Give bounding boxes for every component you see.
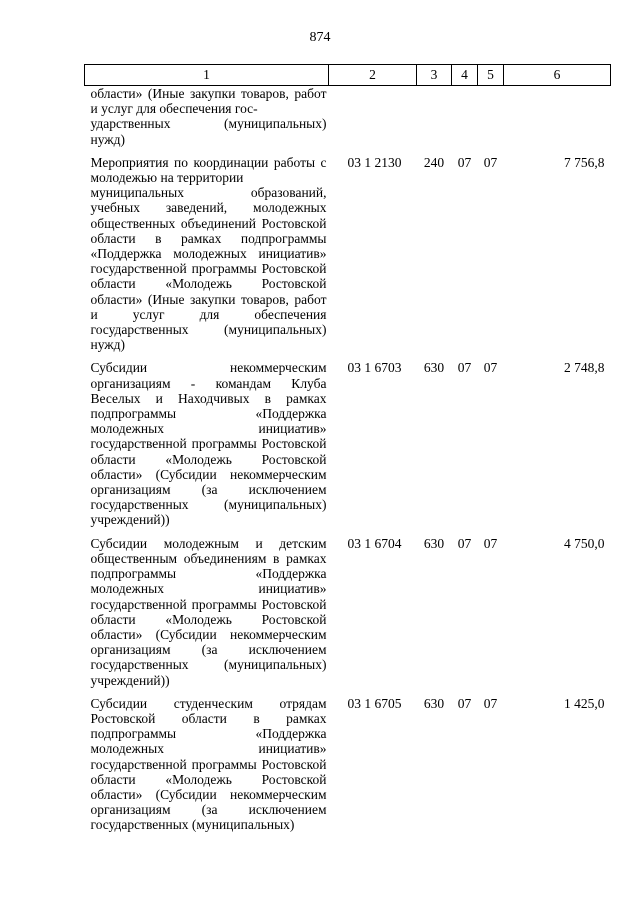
row-expense-type: 240 <box>423 154 445 170</box>
row-amount: 4 750,0 <box>564 535 605 551</box>
row-amount: 2 748,8 <box>564 360 605 376</box>
budget-table <box>84 64 611 833</box>
row-description: Мероприятия по координации работы с молодежью на территории муниципальных образований, учебных заведений, молодежных общественных объединений Ростовской области в рамках подпрограммы «Поддержка молодежных инициатив» государственной программы Ростовской области «Молодежь Ростовской области» (Иные закупки товаров, работ и услуг для обеспечения государственных (муниципальных) нужд) <box>90 154 327 353</box>
row-section: 07 <box>457 695 472 711</box>
table-row <box>85 696 611 833</box>
page-number: 874 <box>309 30 331 45</box>
row-target-code: 03 1 2130 <box>347 154 402 170</box>
row-amount: 7 756,8 <box>564 154 605 170</box>
row-description: Субсидии студенческим отрядам Ростовской области в рамках подпрограммы «Поддержка молодежных инициатив» государственной программы Ростовской области «Молодежь Ростовской области» (Субсидии некоммерческим организациям (за исключением государственных (муниципальных) <box>90 695 327 833</box>
row-subsection: 07 <box>483 154 498 170</box>
row-section: 07 <box>457 154 472 170</box>
row-target-code: 03 1 6705 <box>347 695 402 711</box>
row-subsection: 07 <box>483 360 498 376</box>
table-row <box>85 86 611 155</box>
table-header-row <box>85 65 611 86</box>
column-header-1: 1 <box>85 65 329 86</box>
column-header-2: 2 <box>329 65 417 86</box>
row-subsection: 07 <box>483 695 498 711</box>
row-expense-type: 630 <box>423 695 445 711</box>
row-expense-type: 630 <box>423 360 445 376</box>
row-description: области» (Иные закупки товаров, работ и услуг для обеспечения гос- ударственных (муниципальных) нужд) <box>90 86 327 147</box>
row-amount <box>504 86 611 155</box>
row-description: Субсидии молодежным и детским общественным объединениям в рамках подпрограммы «Поддержка молодежных инициатив» государственной программы Ростовской области «Молодежь Ростовской области» (Субсидии некоммерческим организациям (за исключением государственных (муниципальных) учреждений)) <box>90 535 327 688</box>
column-header-4: 4 <box>452 65 478 86</box>
row-section: 07 <box>457 535 472 551</box>
table-row <box>85 536 611 696</box>
row-expense-type <box>417 86 452 155</box>
row-description: Субсидии некоммерческим организациям - командам Клуба Веселых и Находчивых в рамках подпрограммы «Поддержка молодежных инициатив» государственной программы Ростовской области «Молодежь Ростовской области» (Субсидии некоммерческим организациям (за исключением государственных (муниципальных) учреждений)) <box>90 360 327 528</box>
column-header-5: 5 <box>478 65 504 86</box>
table-row <box>85 360 611 535</box>
row-target-code: 03 1 6704 <box>347 535 402 551</box>
row-expense-type: 630 <box>423 535 445 551</box>
row-subsection <box>478 86 504 155</box>
row-amount: 1 425,0 <box>564 695 605 711</box>
table-row <box>85 155 611 361</box>
row-section <box>452 86 478 155</box>
column-header-6: 6 <box>504 65 611 86</box>
column-header-3: 3 <box>417 65 452 86</box>
row-target-code: 03 1 6703 <box>347 360 402 376</box>
row-target-code <box>329 86 417 155</box>
row-subsection: 07 <box>483 535 498 551</box>
row-section: 07 <box>457 360 472 376</box>
